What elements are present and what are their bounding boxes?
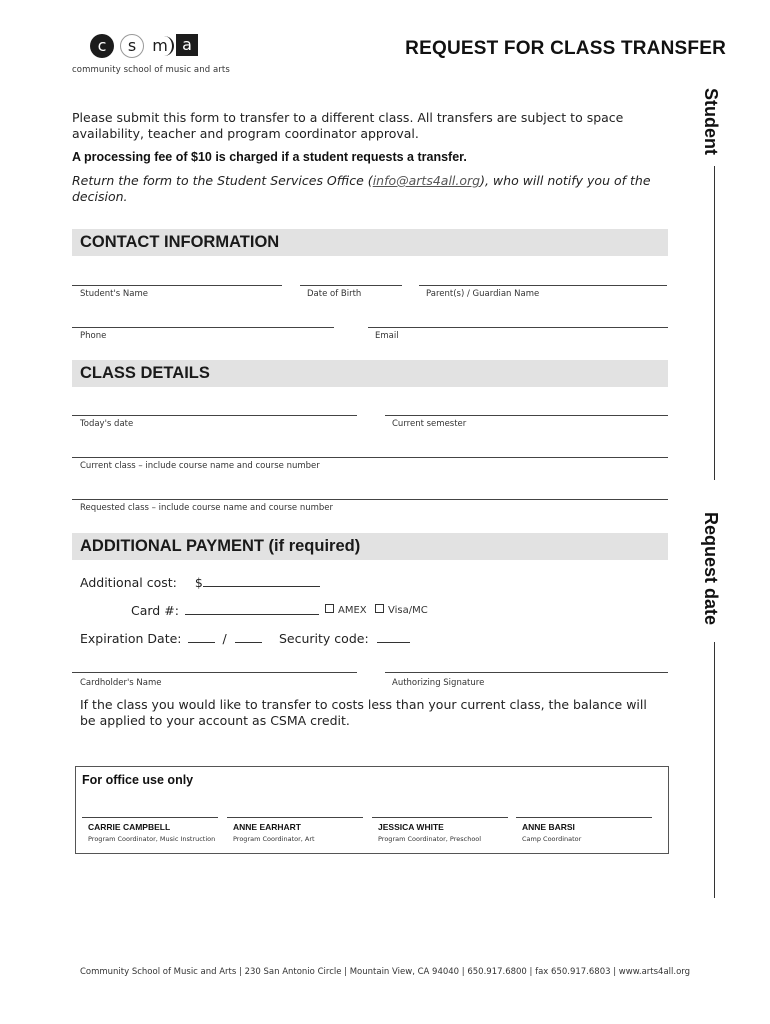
coordinator-signature-line[interactable] xyxy=(82,817,218,818)
security-code-row xyxy=(279,630,410,646)
authorizing-signature-field[interactable] xyxy=(385,672,668,673)
coordinator-anne-earhart xyxy=(227,817,363,843)
coordinator-signature-line[interactable] xyxy=(227,817,363,818)
return-text-after: ), who will notify you of the decision. xyxy=(72,173,651,204)
student-side-field[interactable] xyxy=(700,88,734,480)
office-use-box xyxy=(75,766,669,854)
guardian-label: Parent(s) / Guardian Name xyxy=(426,289,540,299)
dob-field[interactable] xyxy=(300,285,402,286)
coordinator-role: Program Coordinator, Preschool xyxy=(378,835,482,843)
amex-label: AMEX xyxy=(338,605,367,616)
card-number-label: Card #: xyxy=(131,603,179,618)
current-class-field[interactable] xyxy=(72,457,668,458)
dollar-sign: $ xyxy=(194,575,203,590)
student-side-line xyxy=(714,166,715,480)
class-details-section-header xyxy=(72,360,668,387)
guardian-field[interactable] xyxy=(419,285,667,286)
phone-field[interactable] xyxy=(72,327,334,328)
additional-cost-row xyxy=(80,574,320,590)
coordinator-name: ANNE EARHART xyxy=(233,822,301,832)
intro-paragraph: Please submit this form to transfer to a different class. All transfers are subject to space availability, teacher and program coordinator approval. xyxy=(72,110,624,141)
student-name-label: Student's Name xyxy=(80,289,149,299)
contact-section-header xyxy=(72,229,668,256)
logo-letter-s: s xyxy=(120,34,144,58)
coordinator-role: Program Coordinator, Music Instruction xyxy=(88,835,216,843)
expiration-row xyxy=(80,630,262,646)
visa-checkbox[interactable] xyxy=(375,604,384,613)
amex-option[interactable] xyxy=(325,604,367,616)
page-title: REQUEST FOR CLASS TRANSFER xyxy=(405,38,726,59)
coordinator-jessica-white xyxy=(372,817,508,843)
cardholder-name-label: Cardholder's Name xyxy=(80,678,162,688)
authorizing-signature-label: Authorizing Signature xyxy=(392,678,485,688)
card-row xyxy=(131,602,319,618)
coordinator-name: CARRIE CAMPBELL xyxy=(88,822,171,832)
card-number-field[interactable] xyxy=(185,602,319,615)
return-instructions xyxy=(72,173,672,205)
coordinator-anne-barsi xyxy=(516,817,652,843)
expiration-month-field[interactable] xyxy=(188,630,215,643)
current-semester-field[interactable] xyxy=(385,415,668,416)
security-code-label: Security code: xyxy=(279,631,369,646)
logo-letter-a: a xyxy=(176,34,198,56)
processing-fee-note: A processing fee of $10 is charged if a student requests a transfer. xyxy=(72,150,467,164)
return-text-before: Return the form to the Student Services Office ( xyxy=(72,173,373,188)
coordinator-signature-line[interactable] xyxy=(516,817,652,818)
current-class-label: Current class – include course name and course number xyxy=(80,461,320,471)
request-date-side-field[interactable] xyxy=(700,512,734,898)
coordinator-signature-line[interactable] xyxy=(372,817,508,818)
security-code-field[interactable] xyxy=(377,630,410,643)
expiration-year-field[interactable] xyxy=(235,630,262,643)
todays-date-label: Today's date xyxy=(80,419,134,429)
coordinator-carrie-campbell xyxy=(82,817,218,843)
requested-class-field[interactable] xyxy=(72,499,668,500)
amex-checkbox[interactable] xyxy=(325,604,334,613)
payment-section-header xyxy=(72,533,668,560)
student-name-field[interactable] xyxy=(72,285,282,286)
logo-letter-c: c xyxy=(90,34,114,58)
coordinator-name: ANNE BARSI xyxy=(522,822,575,832)
visa-label: Visa/MC xyxy=(388,605,428,616)
office-use-title: For office use only xyxy=(82,773,194,787)
coordinator-name: JESSICA WHITE xyxy=(378,822,444,832)
additional-cost-field[interactable] xyxy=(203,574,320,587)
coordinator-role: Camp Coordinator xyxy=(522,835,582,843)
visa-option[interactable] xyxy=(375,604,428,616)
cardholder-name-field[interactable] xyxy=(72,672,357,673)
current-semester-label: Current semester xyxy=(392,419,467,429)
coordinator-role: Program Coordinator, Art xyxy=(233,835,315,843)
email-link[interactable]: info@arts4all.org xyxy=(372,173,481,188)
request-date-side-line xyxy=(714,642,715,898)
footer: Community School of Music and Arts | 230 San Antonio Circle | Mountain View, CA 94040 | 650.917.6800 | fax 650.917.6803 | www.arts4all.org xyxy=(79,967,691,977)
student-side-label: Student xyxy=(701,88,721,155)
contact-heading: CONTACT INFORMATION xyxy=(80,233,280,251)
dob-label: Date of Birth xyxy=(307,289,362,299)
logo-subtitle: community school of music and arts xyxy=(72,65,230,75)
additional-cost-label: Additional cost: xyxy=(80,575,177,590)
class-details-heading: CLASS DETAILS xyxy=(80,364,210,382)
expiration-slash: / xyxy=(222,631,227,646)
credit-note: If the class you would like to transfer to costs less than your current class, the balance will be applied to your account as CSMA credit. xyxy=(80,697,647,728)
payment-heading: ADDITIONAL PAYMENT (if required) xyxy=(80,537,361,555)
requested-class-label: Requested class – include course name and course number xyxy=(80,503,334,513)
email-field[interactable] xyxy=(368,327,668,328)
logo-letter-m: m xyxy=(148,34,172,58)
phone-label: Phone xyxy=(80,331,107,341)
email-label: Email xyxy=(375,331,399,341)
expiration-label: Expiration Date: xyxy=(80,631,182,646)
request-date-side-label: Request date xyxy=(701,512,721,626)
todays-date-field[interactable] xyxy=(72,415,357,416)
